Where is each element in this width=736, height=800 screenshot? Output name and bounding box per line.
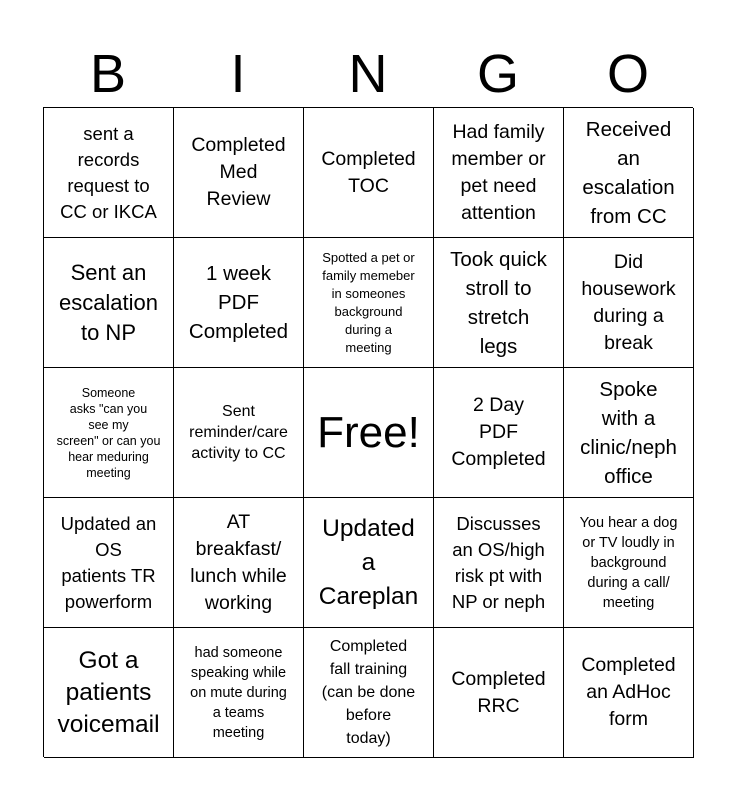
bingo-cell-r3c2[interactable]: Sent reminder/care activity to CC bbox=[174, 368, 304, 498]
bingo-cell-r3c5[interactable]: Spoke with a clinic/neph office bbox=[564, 368, 694, 498]
bingo-cell-r5c3[interactable]: Completed fall training (can be done before today) bbox=[304, 628, 434, 758]
bingo-cell-r5c2[interactable]: had someone speaking while on mute during a teams meeting bbox=[174, 628, 304, 758]
free-space-cell[interactable]: Free! bbox=[304, 368, 434, 498]
bingo-cell-r5c5[interactable]: Completed an AdHoc form bbox=[564, 628, 694, 758]
bingo-cell-r2c5[interactable]: Did housework during a break bbox=[564, 238, 694, 368]
bingo-cell-r4c4[interactable]: Discusses an OS/high risk pt with NP or neph bbox=[434, 498, 564, 628]
bingo-cell-r3c4[interactable]: 2 Day PDF Completed bbox=[434, 368, 564, 498]
header-letter-i: I bbox=[230, 44, 246, 104]
bingo-cell-r3c1[interactable]: Someone asks "can you see my screen" or can you hear meduring meeting bbox=[44, 368, 174, 498]
header-letter-b: B bbox=[89, 44, 127, 104]
bingo-cell-r4c2[interactable]: AT breakfast/ lunch while working bbox=[174, 498, 304, 628]
bingo-cell-r4c5[interactable]: You hear a dog or TV loudly in background during a call/ meeting bbox=[564, 498, 694, 628]
bingo-cell-r1c1[interactable]: sent a records request to CC or IKCA bbox=[44, 108, 174, 238]
header-letter-g: G bbox=[476, 44, 519, 104]
bingo-cell-r2c2[interactable]: 1 week PDF Completed bbox=[174, 238, 304, 368]
bingo-cell-r1c2[interactable]: Completed Med Review bbox=[174, 108, 304, 238]
header-letter-o: O bbox=[606, 44, 649, 104]
bingo-cell-r5c4[interactable]: Completed RRC bbox=[434, 628, 564, 758]
bingo-cell-r1c3[interactable]: Completed TOC bbox=[304, 108, 434, 238]
bingo-cell-r4c1[interactable]: Updated an OS patients TR powerform bbox=[44, 498, 174, 628]
header-letter-n: N bbox=[348, 44, 388, 104]
bingo-cell-r4c3[interactable]: Updated a Careplan bbox=[304, 498, 434, 628]
bingo-cell-r1c5[interactable]: Received an escalation from CC bbox=[564, 108, 694, 238]
bingo-cell-r1c4[interactable]: Had family member or pet need attention bbox=[434, 108, 564, 238]
bingo-grid bbox=[43, 107, 693, 757]
bingo-cell-r5c1[interactable]: Got a patients voicemail bbox=[44, 628, 174, 758]
bingo-cell-r2c1[interactable]: Sent an escalation to NP bbox=[44, 238, 174, 368]
bingo-cell-r2c3[interactable]: Spotted a pet or family memeber in someones background during a meeting bbox=[304, 238, 434, 368]
bingo-header bbox=[43, 40, 693, 108]
bingo-cell-r2c4[interactable]: Took quick stroll to stretch legs bbox=[434, 238, 564, 368]
